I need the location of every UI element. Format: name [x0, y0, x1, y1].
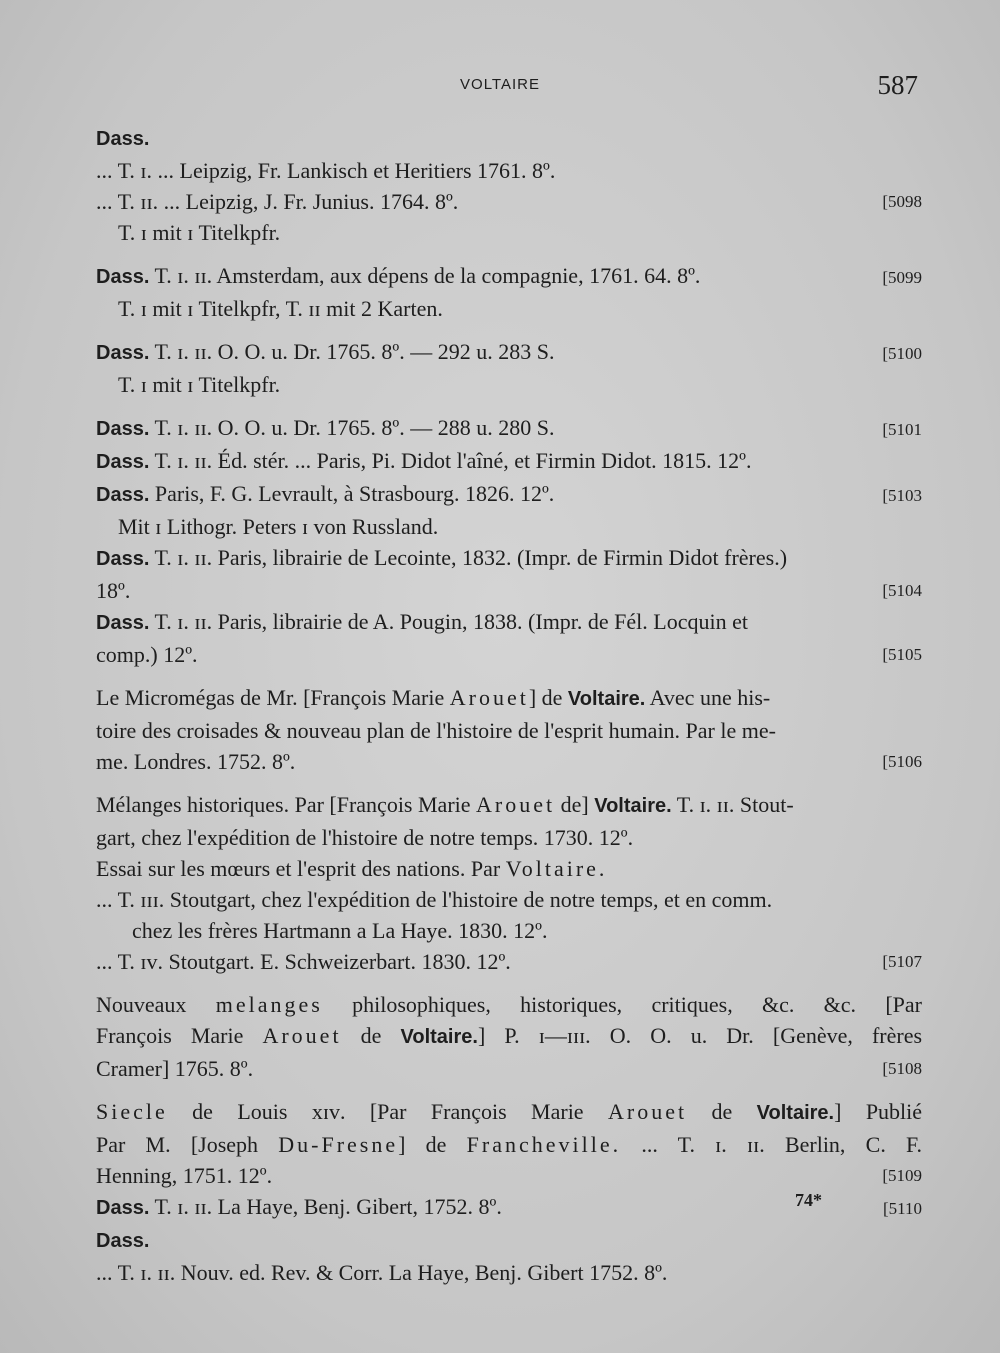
entry-heading: Dass. [96, 128, 150, 150]
entry-5108: Nouveaux melanges philosophiques, historiques, critiques, &c. &c. [Par François Marie Arouet de Voltaire.] P. ɪ—ɪɪɪ. O. O. u. Dr. [Genève, frères Cramer] 1765. 8º. [5108 [96, 989, 922, 1084]
entry-heading: Dass. [96, 484, 150, 506]
entry-note: T. ɪ mit ɪ Titelkpfr. [118, 220, 281, 245]
entry-number: [5101 [882, 420, 922, 439]
entry-number: [5106 [882, 752, 922, 771]
entry-line: ... T. ɪ. ɪɪ. Nouv. ed. Rev. & Corr. La Haye, Benj. Gibert 1752. 8º. [96, 1260, 668, 1285]
entry-5109: Siecle de Louis xɪᴠ. [Par François Marie Arouet de Voltaire.] Publié Par M. [Joseph Du-Fresne] de Francheville. ... T. ɪ. ɪɪ. Berlin, C. F. Henning, 1751. 12º. [5109 [96, 1096, 922, 1191]
entry-5101 [96, 412, 922, 445]
entry-line: T. ɪ. ɪɪ. Éd. stér. ... Paris, Pi. Didot l'aîné, et Firmin Didot. 1815. 12º. [154, 448, 752, 473]
entry-line: gart, chez l'expédition de l'histoire de notre temps. 1730. 12º. [96, 825, 634, 850]
entry-line: T. ɪ. ɪɪ. Paris, librairie de Lecointe, 1832. (Impr. de Firmin Didot frères.) [154, 545, 788, 570]
entry-line: comp.) 12º. [96, 642, 198, 667]
entry-line: T. ɪ. ɪɪ. O. O. u. Dr. 1765. 8º. — 288 u. 280 S. [154, 415, 555, 440]
entry-5111 [96, 1224, 922, 1288]
entry-line: ... T. ɪɪ. ... Leipzig, J. Fr. Junius. 1764. 8º. [5098 [96, 186, 922, 217]
entry-line: toire des croisades & nouveau plan de l'histoire de l'esprit humain. Par le me- [96, 718, 776, 743]
entry-heading: Dass. [96, 266, 150, 288]
entry-line: me. Londres. 1752. 8º. [96, 749, 296, 774]
entry-heading: Dass. [96, 451, 150, 473]
entry-line: 18º. [96, 578, 131, 603]
entry-5103 [96, 478, 922, 542]
entry-5100 [96, 336, 922, 400]
entry-note: Mit ɪ Lithogr. Peters ɪ von Russland. [118, 514, 439, 539]
entry-5107: Mélanges historiques. Par [François Marie Arouet de] Voltaire. T. ɪ. ɪɪ. Stout- gart, chez l'expédition de l'histoire de notre temps. 1730. 12º. Essai sur les mœurs et l'esprit des nations. Par Voltaire. ... T. ɪɪɪ. Stoutgart, chez l'expédition de l'histoire de notre temps, et en comm. chez les frères Hartmann a La Haye. 1830. 12º. ... T. ɪᴠ. Stoutgart. E. Schweizerbart. 1830. 12º. [5107 [96, 789, 922, 977]
entry-5106: Le Micromégas de Mr. [François Marie Arouet] de Voltaire. Avec une his- toire des croisades & nouveau plan de l'histoire de l'esprit humain. Par le me- me. Londres. 1752. 8º. [5106 [96, 682, 922, 777]
entry-number: [5104 [882, 581, 922, 600]
bibliography-list [96, 122, 922, 1288]
entry-line: Cramer] 1765. 8º. [96, 1056, 254, 1081]
entry-5099 [96, 260, 922, 324]
author-name: Voltaire. [594, 795, 672, 817]
entry-number: [5103 [882, 486, 922, 505]
entry-number: [5110 [882, 1199, 922, 1218]
entry-line: T. ɪ. ɪɪ. Amsterdam, aux dépens de la compagnie, 1761. 64. 8º. [154, 263, 701, 288]
entry-heading: Dass. [96, 548, 150, 570]
entry-line: T. ɪ. ɪɪ. Paris, librairie de A. Pougin, 1838. (Impr. de Fél. Locquin et [154, 609, 748, 634]
entry-line: T. ɪ. ɪɪ. La Haye, Benj. Gibert, 1752. 8º. [154, 1194, 502, 1219]
entry-heading: Dass. [96, 1230, 150, 1252]
entry-number: [5099 [882, 268, 922, 287]
entry-5104 [96, 542, 922, 606]
entry-number: [5109 [882, 1166, 922, 1185]
entry-heading: Dass. [96, 418, 150, 440]
running-header: VOLTAIRE [460, 76, 540, 93]
entry-line: chez les frères Hartmann a La Haye. 1830. 12º. [132, 918, 548, 943]
entry-note: T. ɪ mit ɪ Titelkpfr, T. ɪɪ mit 2 Karten. [118, 296, 443, 321]
entry-note: T. ɪ mit ɪ Titelkpfr. [118, 372, 281, 397]
entry-number: [5107 [882, 952, 922, 971]
entry-heading: Dass. [96, 1197, 150, 1219]
entry-line: ... T. ɪᴠ. Stoutgart. E. Schweizerbart. 1830. 12º. [96, 949, 511, 974]
page-number: 587 [877, 70, 918, 100]
author-name: Voltaire. [756, 1102, 835, 1124]
entry-line: Henning, 1751. 12º. [96, 1163, 273, 1188]
entry-number: [5100 [882, 344, 922, 363]
entry-5098 [96, 122, 922, 248]
entry-line: T. ɪ. ɪɪ. O. O. u. Dr. 1765. 8º. — 292 u. 283 S. [154, 339, 555, 364]
author-name: Voltaire. [567, 688, 646, 710]
entry-line: ... T. ɪ. ... Leipzig, Fr. Lankisch et Heritiers 1761. 8º. [96, 158, 556, 183]
entry-heading: Dass. [96, 612, 150, 634]
entry-5102 [96, 445, 922, 478]
entry-heading: Dass. [96, 342, 150, 364]
entry-number: [5105 [882, 645, 922, 664]
author-name: Voltaire. [400, 1026, 478, 1048]
entry-number: [5108 [882, 1059, 922, 1078]
entry-number: [5098 [882, 192, 922, 211]
entry-line: ... T. ɪɪɪ. Stoutgart, chez l'expédition de l'histoire de notre temps, et en comm. [96, 887, 773, 912]
entry-line: Paris, F. G. Levrault, à Strasbourg. 1826. 12º. [154, 481, 555, 506]
signature-mark: 74* [795, 1190, 822, 1210]
entry-5105 [96, 606, 922, 670]
